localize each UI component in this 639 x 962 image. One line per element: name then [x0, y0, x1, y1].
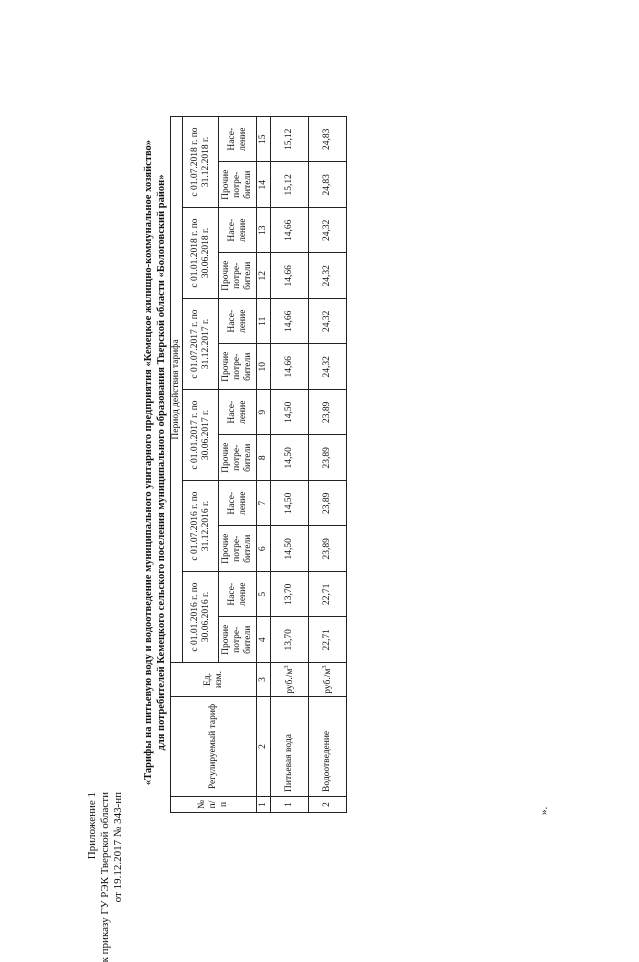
header-no: № п/ п: [171, 797, 257, 813]
tariff-value: 13,70: [271, 572, 309, 618]
document-title-line-2: для потребителей Кемецкого сельского поселения муниципального образования Тверской области «Бологовский район»: [156, 174, 167, 751]
appendix-order: к приказу ГУ РЭК Тверской области: [99, 792, 111, 962]
consumer-population-header: Насе- ление: [219, 299, 257, 345]
appendix-date: от 19.12.2017 № 343-нп: [112, 792, 124, 903]
consumer-other-header: Прочие потре- бители: [219, 617, 257, 663]
tariff-value: 23,89: [309, 481, 347, 527]
period-cell: с 01.01.2018 г. по 30.06.2018 г.: [183, 208, 219, 299]
tariff-value: 14,50: [271, 435, 309, 481]
tariff-name: Питьевая вода: [271, 697, 309, 797]
unit-superscript: 3: [320, 665, 328, 669]
tariff-value: 24,83: [309, 162, 347, 208]
tariff-value: 23,89: [309, 526, 347, 572]
consumer-other-header: Прочие потре- бители: [219, 344, 257, 390]
period-cell: с 01.01.2017 г. по 30.06.2017 г.: [183, 390, 219, 481]
column-index: 3: [257, 663, 271, 697]
column-index: 15: [257, 117, 271, 163]
header-name: Регулируемый тариф: [171, 697, 257, 797]
tariff-value: 14,50: [271, 526, 309, 572]
tariff-value: 14,66: [271, 208, 309, 254]
column-index: 12: [257, 253, 271, 299]
tariff-value: 15,12: [271, 162, 309, 208]
column-index: 7: [257, 481, 271, 527]
tariff-value: 22,71: [309, 572, 347, 618]
period-cell: с 01.07.2016 г. по 31.12.2016 г.: [183, 481, 219, 572]
consumer-other-header: Прочие потре- бители: [219, 435, 257, 481]
tariff-value: 14,50: [271, 390, 309, 436]
unit-cell: [309, 663, 347, 697]
tariff-value: 14,66: [271, 253, 309, 299]
column-index: 4: [257, 617, 271, 663]
tariff-value: 14,50: [271, 481, 309, 527]
column-index: 5: [257, 572, 271, 618]
tariff-name: Водоотведение: [309, 697, 347, 797]
consumer-other-header: Прочие потре- бители: [219, 253, 257, 299]
column-index: 13: [257, 208, 271, 254]
closing-mark: ».: [538, 806, 550, 815]
column-index: 6: [257, 526, 271, 572]
tariff-value: 23,89: [309, 435, 347, 481]
column-index: 9: [257, 390, 271, 436]
header-period: Период действия тарифа: [171, 117, 183, 663]
header-unit: Ед. изм.: [171, 663, 257, 697]
column-index: 8: [257, 435, 271, 481]
tariff-value: 22,71: [309, 617, 347, 663]
row-number: 1: [271, 797, 309, 813]
period-cell: с 01.07.2018 г. по 31.12.2018 г.: [183, 117, 219, 208]
tariff-value: 23,89: [309, 390, 347, 436]
table-row: [271, 117, 309, 813]
column-index: 1: [257, 797, 271, 813]
tariff-value: 24,32: [309, 208, 347, 254]
column-index: 14: [257, 162, 271, 208]
tariff-value: 24,32: [309, 344, 347, 390]
table-row: [309, 117, 347, 813]
tariff-value: 24,32: [309, 253, 347, 299]
consumer-population-header: Насе- ление: [219, 572, 257, 618]
tariff-value: 24,83: [309, 117, 347, 163]
consumer-other-header: Прочие потре- бители: [219, 526, 257, 572]
consumer-other-header: Прочие потре- бители: [219, 162, 257, 208]
period-cell: с 01.07.2017 г. по 31.12.2017 г.: [183, 299, 219, 390]
tariff-value: 14,66: [271, 344, 309, 390]
tariff-value: 15,12: [271, 117, 309, 163]
consumer-population-header: Насе- ление: [219, 117, 257, 163]
tariff-value: 14,66: [271, 299, 309, 345]
consumer-population-header: Насе- ление: [219, 208, 257, 254]
unit-superscript: 3: [282, 665, 290, 669]
unit-text: руб./м: [323, 668, 334, 694]
column-index: 10: [257, 344, 271, 390]
tariff-table: [170, 116, 347, 813]
appendix-title: Приложение 1: [86, 792, 98, 860]
tariff-value: 13,70: [271, 617, 309, 663]
consumer-population-header: Насе- ление: [219, 481, 257, 527]
column-index: 11: [257, 299, 271, 345]
document-title-line-1: «Тарифы на питьевую воду и водоотведение муниципального унитарного предприятия «Кемецкое жилищно-коммунальное хозяйство»: [143, 139, 154, 786]
row-number: 2: [309, 797, 347, 813]
index-row: [257, 117, 271, 813]
unit-cell: [271, 663, 309, 697]
column-index: 2: [257, 697, 271, 797]
unit-text: руб./м: [285, 668, 296, 694]
tariff-value: 24,32: [309, 299, 347, 345]
consumer-population-header: Насе- ление: [219, 390, 257, 436]
period-cell: с 01.01.2016 г. по 30.06.2016 г.: [183, 572, 219, 663]
